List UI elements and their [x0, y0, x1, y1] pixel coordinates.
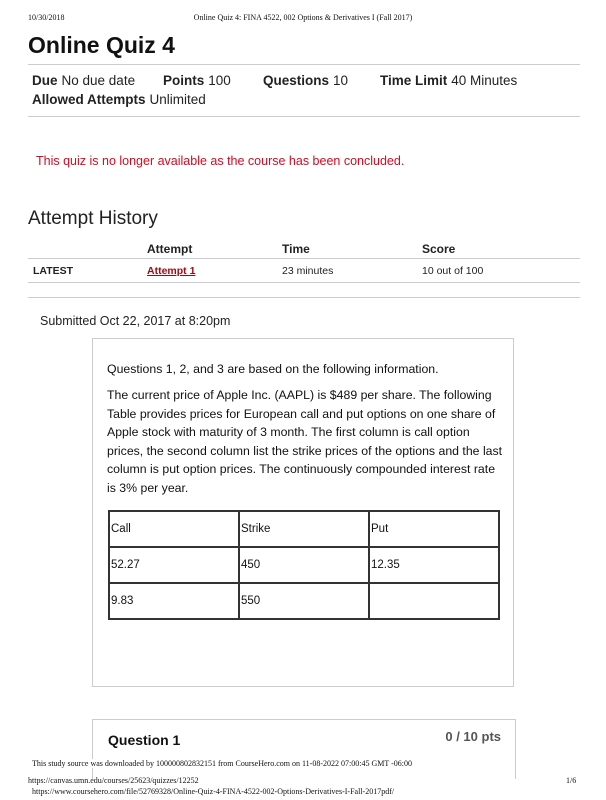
quiz-closed-notice: This quiz is no longer available as the course has been concluded. — [36, 154, 405, 168]
table-cell: 52.27 — [109, 547, 239, 583]
time-limit-label: Time Limit — [380, 73, 448, 88]
info-body: The current price of Apple Inc. (AAPL) is $489 per share. The following Table provides prices for European call and put options on one share of Apple stock with maturity of 3 month. The first column is call option prices, the second column list the strike prices of the options and the last column is put option prices. The continuously compounded interest rate is 3% per year. — [107, 388, 503, 495]
question-1-card — [92, 719, 516, 779]
time-limit-info — [380, 73, 517, 88]
points-info — [163, 73, 231, 88]
divider — [28, 64, 580, 65]
table-cell: Strike — [239, 511, 369, 547]
attempts-label: Allowed Attempts — [32, 92, 146, 107]
attempt-history-heading: Attempt History — [28, 208, 158, 229]
questions-value: 10 — [333, 73, 349, 88]
points-value: 100 — [208, 73, 231, 88]
divider — [28, 116, 580, 117]
submitted-timestamp: Submitted Oct 22, 2017 at 8:20pm — [40, 314, 231, 328]
table-row — [109, 547, 499, 583]
table-cell — [369, 583, 499, 619]
canvas-url: https://canvas.umn.edu/courses/25623/quizzes/12252 — [28, 776, 199, 785]
download-source-note: This study source was downloaded by 100000802832151 from CourseHero.com on 11-08-2022 07:00:45 GMT -06:00 — [32, 759, 412, 768]
attempts-value: Unlimited — [149, 92, 206, 107]
due-value: No due date — [61, 73, 136, 88]
latest-label: LATEST — [33, 265, 74, 277]
coursehero-url: https://www.coursehero.com/file/52769328/Online-Quiz-4-FINA-4522-002-Options-Derivatives-I-Fall-2017pdf/ — [32, 787, 395, 796]
print-date: 10/30/2018 — [28, 13, 65, 22]
column-header-score: Score — [422, 242, 456, 256]
divider — [28, 297, 580, 298]
due-label: Due — [32, 73, 58, 88]
question-1-points: 0 / 10 pts — [445, 729, 501, 744]
table-divider — [28, 258, 580, 259]
questions-label: Questions — [263, 73, 330, 88]
attempt-time: 23 minutes — [282, 265, 334, 277]
time-limit-value: 40 Minutes — [451, 73, 518, 88]
table-row — [109, 583, 499, 619]
page-title: Online Quiz 4 — [28, 32, 175, 58]
column-header-time: Time — [282, 242, 310, 256]
table-cell: Put — [369, 511, 499, 547]
print-doc-title: Online Quiz 4: FINA 4522, 002 Options & Derivatives I (Fall 2017) — [193, 13, 413, 22]
attempts-info — [32, 92, 206, 107]
page-number: 1/6 — [566, 776, 577, 785]
table-cell: 12.35 — [369, 547, 499, 583]
table-divider — [28, 282, 580, 283]
table-row — [109, 511, 499, 547]
options-price-table — [108, 510, 500, 620]
questions-info — [263, 73, 348, 88]
table-cell: 450 — [239, 547, 369, 583]
table-cell: 9.83 — [109, 583, 239, 619]
attempt-score: 10 out of 100 — [422, 265, 484, 277]
attempt-1-link[interactable]: Attempt 1 — [147, 265, 196, 277]
table-cell: 550 — [239, 583, 369, 619]
due-info — [32, 73, 135, 88]
question-info-box — [92, 338, 514, 687]
table-cell: Call — [109, 511, 239, 547]
question-1-title: Question 1 — [108, 732, 181, 748]
column-header-attempt: Attempt — [147, 242, 193, 256]
info-intro: Questions 1, 2, and 3 are based on the following information. — [107, 362, 439, 376]
points-label: Points — [163, 73, 205, 88]
